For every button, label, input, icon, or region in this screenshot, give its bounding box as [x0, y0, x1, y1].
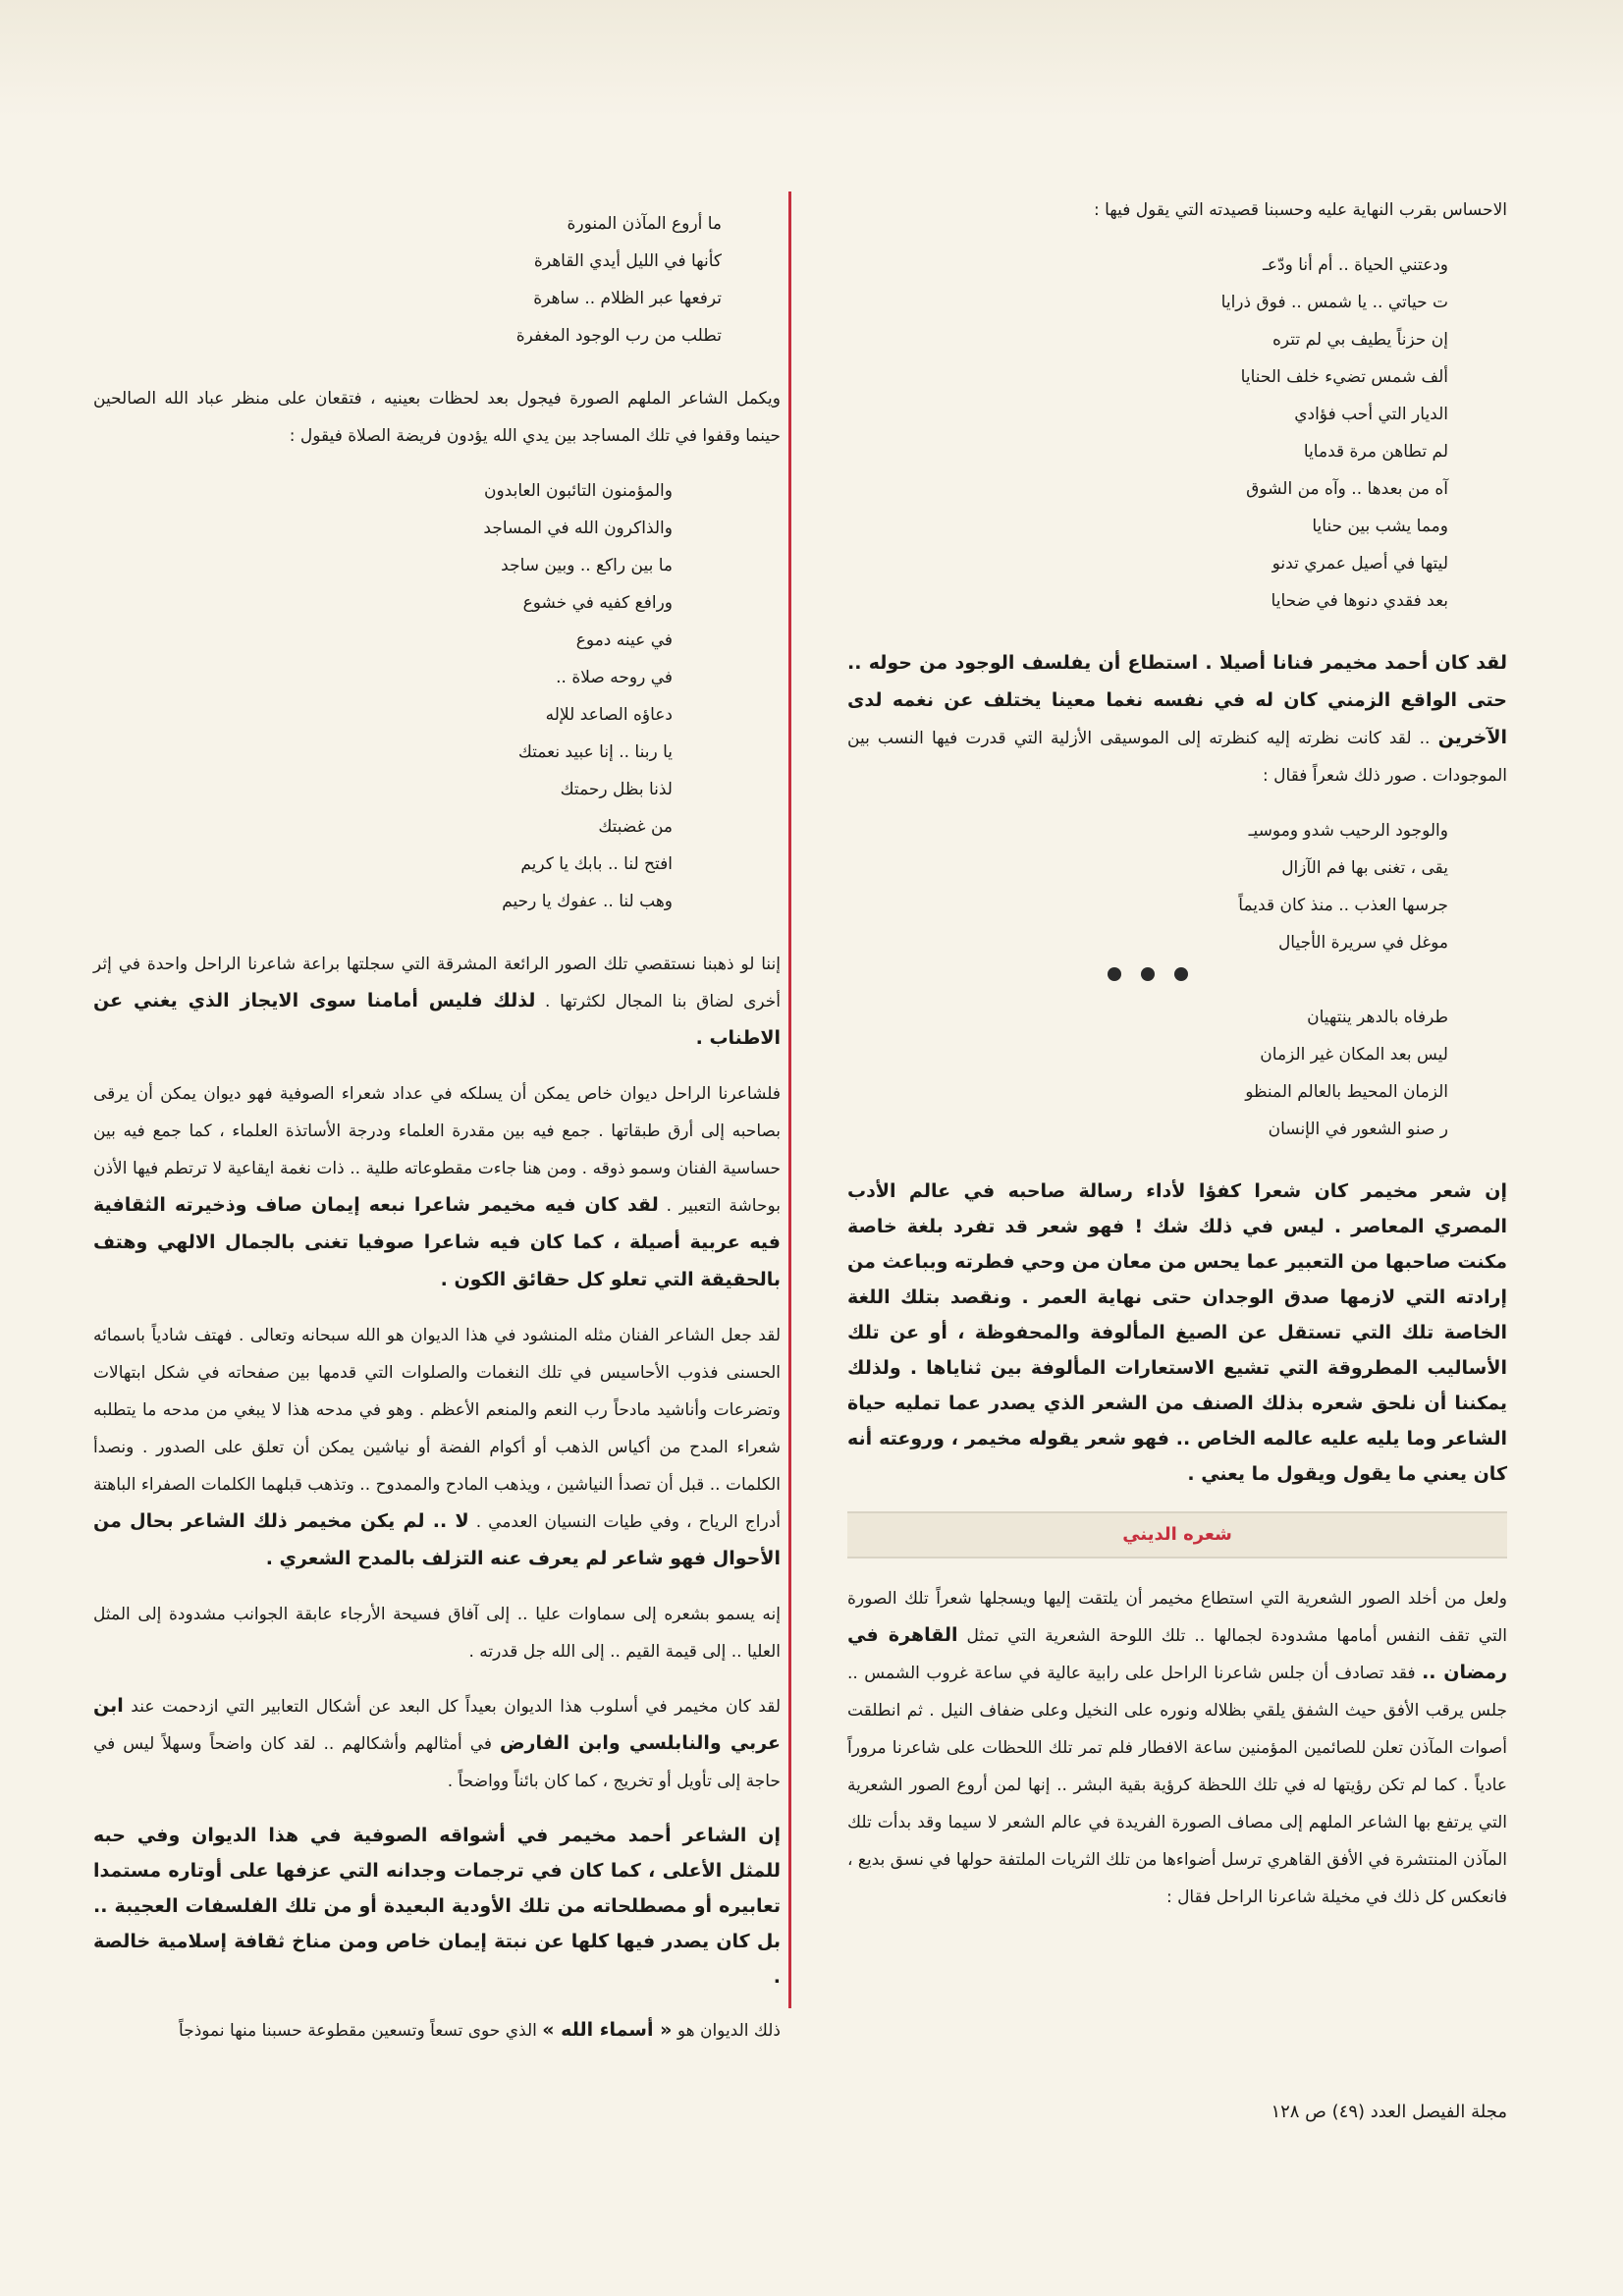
body-text: فقد تصادف أن جلس شاعرنا الراحل على رابية عالية في ساعة غروب الشمس .. جلس يرقب الأفق حيث الشفق يلقي بظلاله ونوره على النخيل وعلى ضفاف النيل . ثم انطلقت أصوات المآذن تعلن للصائمين المؤمنين ساعة الافطار فلم تمر تلك اللحظات على شاعرنا مروراً عادياً . كما لم تكن رؤيتها له في تلك اللحظة كرؤية بقية البشر .. إنها لمن أروع الصور الشعرية التي يرتفع بها الشاعر الملهم إلى مصاف الصورة الفريدة في عالم الشعر لا سيما وقد بدأت تلك المآذن المنتشرة في الأفق القاهري ترسل أضواءها من تلك الثريات الملتفة حولها في نسق بديع ، فانعكس كل ذلك في مخيلة شاعرنا الراحل فقال :: [847, 1664, 1507, 1907]
verse-line: تطلب من رب الوجود المغفرة: [515, 326, 722, 346]
bullet-dot: [1108, 967, 1121, 981]
verse-line: يقى ، تغنى بها فم الآزال: [1281, 858, 1448, 878]
poem-existence: [847, 812, 1507, 1148]
verse-line: كأنها في الليل أيدي القاهرة: [533, 251, 722, 271]
page-footer: مجلة الفيصل العدد (٤٩) ص ١٢٨: [1271, 2102, 1507, 2122]
verse-line: في عينه دموع: [575, 630, 673, 650]
verse-line: آه من بعدها .. وآه من الشوق: [1246, 479, 1448, 499]
poem-worshippers: [93, 472, 781, 920]
style-paragraph: [93, 1688, 781, 1800]
verse-line: والمؤمنون التائبون العابدون: [483, 481, 673, 501]
column-divider: [788, 191, 791, 2008]
emphasis-text: القاهرة في رمضان ..: [847, 1624, 1508, 1683]
body-text: في أمثالهم وأشكالهم .. لقد كان واضحاً وسهلاً ليس في حاجة إلى تأويل أو تخريج ، كما كان بائناً وواضحاً .: [93, 1734, 781, 1791]
scan-top-band: [0, 0, 1623, 118]
emphasis-text: لذلك فليس أمامنا سوى الايجاز الذي يغني عن الاطناب .: [93, 990, 781, 1049]
verse-line: ألف شمس تضيء خلف الحنايا: [1240, 367, 1448, 387]
verse-line: ومما يشب بين حنايا: [1312, 517, 1448, 536]
brevity-paragraph: [93, 946, 781, 1058]
verse-line: جرسها العذب .. منذ كان قديماً: [1238, 896, 1448, 915]
emphasis-text: ابن عربي والنابلسي وابن الفارض: [93, 1695, 781, 1754]
intro-paragraph: الاحساس بقرب النهاية عليه وحسبنا قصيدته التي يقول فيها :: [1093, 200, 1507, 220]
body-text: إننا لو ذهبنا نستقصي تلك الصور الرائعة المشرقة التي سجلتها براعة شاعرنا الراحل واحدة في إثر أخرى لضاق بنا المجال لكثرتها .: [93, 955, 782, 1011]
verse-line: موغل في سريرة الأجيال: [1277, 933, 1448, 953]
verse-line: لم تطاهن مرة قدمايا: [1303, 442, 1448, 462]
verse-line: ما أروع المآذن المنورة: [567, 214, 722, 234]
left-column: [93, 191, 781, 2067]
bullet-dot: [1141, 967, 1155, 981]
body-text: لقد جعل الشاعر الفنان مثله المنشود في هذا الديوان هو الله سبحانه وتعالى . فهتف شادياً باسمائه الحسنى فذوب الأحاسيس في تلك النغمات والصلوات التي قدمها بين صفحاته في شكل ابتهالات وتضرعات وأناشيد مادحاً رب النعم والمنعم الأعظم . وهو في مدحه هذا لا يبغي من مدحه ما يتطلبه شعراء المدح من أكياس الذهب أو أكوام الفضة أو نياشين يمكن أن تعلق على الصدور . ونصدأ الكلمات .. قبل أن تصدأ النياشين ، ويذهب المادح والممدوح .. وتذهب قبلهما الكلمات الصفراء الباهتة أدراج الرياح ، وفي طيات النسيان العدمي .: [93, 1326, 781, 1532]
verse-line: وهب لنا .. عفوك يا رحيم: [502, 892, 673, 911]
verse-line: ما بين راكع .. وبين ساجد: [501, 556, 673, 575]
names-of-god-paragraph: [93, 2012, 781, 2050]
ideals-paragraph: إنه يسمو بشعره إلى سماوات عليا .. إلى آفاق فسيحة الأرجاء عابقة الجوانب مشدودة إلى المثل العليا .. إلى قيمة القيم .. إلى الله جل قدرته .: [93, 1605, 781, 1662]
verse-line: الزمان المحيط بالعالم المنظو: [1245, 1082, 1448, 1102]
verse-line: ر صنو الشعور في الإنسان: [1268, 1120, 1448, 1139]
verse-line: والوجود الرحيب شدو وموسيـ: [1248, 821, 1448, 841]
emphasis-text: « أسماء الله »: [542, 2019, 673, 2041]
poem-farewell: [847, 246, 1507, 620]
body-text: ولعل من أخلد الصور الشعرية التي استطاع مخيمر أن يلتقت إليها ويسجلها شعراً تلك الصورة التي تقف النفس أمامها مشدودة لجمالها .. تلك اللوحة الشعرية التي تمثل: [847, 1589, 1507, 1646]
verse-line: ليتها في أصيل عمري تدنو: [1271, 554, 1448, 574]
emphasis-text: لا .. لم يكن مخيمر ذلك الشاعر بحال من الأحوال فهو شاعر لم يعرف عنه التزلف بالمدح الشعري .: [93, 1510, 781, 1569]
diwan-paragraph: [93, 1075, 781, 1299]
verse-line: دعاؤه الصاعد للإله: [545, 705, 673, 725]
body-text: الذي حوى تسعاً وتسعين مقطوعة حسبنا منها نموذجاً: [179, 2021, 537, 2041]
body-text: ذلك الديوان هو: [676, 2021, 781, 2041]
poem-minarets: [93, 205, 781, 355]
verse-line: الديار التي أحب فؤادي: [1294, 405, 1448, 424]
body-text: فلشاعرنا الراحل ديوان خاص يمكن أن يسلكه في عداد شعراء الصوفية فهو ديوان يمكن أن يرقى بصاحبه إلى أرق طبقاتها . جمع فيه بين مقدرة العلماء ودرجة الأساتذة العلماء ، كما جمع فيه بين حساسية الفنان وسمو ذوقه . ومن هنا جاءت مقطوعاته طلية .. ذات نغمة ايقاعية لا ترتطم فيها الأذن بوحاشة التعبير .: [93, 1084, 781, 1216]
praise-paragraph: [93, 1317, 781, 1578]
philosophy-paragraph: [847, 645, 1507, 794]
verse-line: ترفعها عبر الظلام .. ساهرة: [533, 289, 722, 308]
ramadan-paragraph: [847, 1580, 1507, 1916]
verse-line: والذاكرون الله في المساجد: [483, 519, 673, 538]
verse-line: من غضبتك: [598, 817, 673, 837]
verse-line: ورافع كفيه في خشوع: [522, 593, 673, 613]
verse-line: إن حزناً يطيف بي لم تتره: [1272, 330, 1448, 350]
sufi-paragraph: إن الشاعر أحمد مخيمر في أشواقه الصوفية في هذا الديوان وفي حبه للمثل الأعلى ، كما كان في ترجمات وجدانه التي عزفها على أوتاره مستمدا تعابيره أو مصطلحاته من تلك الأودية البعيدة أو من تلك الفلسفات العجيبة .. بل كان يصدر فيها كلها عن نبتة إيمان خاص ومن مناخ ثقافة إسلامية خالصة .: [93, 1825, 781, 1988]
section-title: شعره الديني: [1122, 1524, 1232, 1545]
verse-line: ت حياتي .. يا شمس .. فوق ذرايا: [1220, 293, 1448, 312]
verse-line: افتح لنا .. بابك يا كريم: [520, 854, 673, 874]
body-text: لقد كان مخيمر في أسلوب هذا الديوان بعيداً كل البعد عن أشكال التعابير التي ازدحمت عند: [131, 1697, 781, 1717]
verse-line: بعد فقدي دنوها في ضحايا: [1271, 591, 1448, 611]
right-column: [847, 191, 1507, 1934]
body-text: .. لقد كانت نظرته إليه كنظرته إلى الموسيقى الأزلية التي قدرت فيها النسب بين الموجودات . صور ذلك شعراً فقال :: [847, 729, 1507, 786]
stanza-separator: [847, 967, 1448, 981]
bullet-dot: [1174, 967, 1188, 981]
verse-line: يا ربنا .. إنا عبيد نعمتك: [517, 742, 673, 762]
verse-line: في روحه صلاة ..: [556, 668, 673, 687]
verse-line: لذنا بظل رحمتك: [560, 780, 673, 799]
verse-line: ودعتني الحياة .. أم أنا ودّعـ: [1262, 255, 1448, 275]
emphasis-text: لقد كان أحمد مخيمر فنانا أصيلا . استطاع أن يفلسف الوجود من حوله .. حتى الواقع الزمني كان له في نفسه نغما معينا يختلف عن نغمه لدى الآخرين: [847, 652, 1507, 748]
verse-line: طرفاه بالدهر ينتهيان: [1307, 1008, 1448, 1027]
section-heading: [847, 1511, 1507, 1558]
worshippers-paragraph: ويكمل الشاعر الملهم الصورة فيجول بعد لحظات بعينيه ، فتقعان على منظر عباد الله الصالحين حينما وقفوا في تلك المساجد بين يدي الله يؤدون فريضة الصلاة فيقول :: [93, 389, 781, 446]
emphasis-text: لقد كان فيه مخيمر شاعرا نبعه إيمان صاف وذخيرته الثقافية فيه عربية أصيلة ، كما كان فيه شاعرا صوفيا تغنى بالجمال الالهي وهتف بالحقيقة التي تعلو كل حقائق الكون .: [93, 1194, 781, 1290]
poetry-mission-paragraph: إن شعر مخيمر كان شعرا كفؤا لأداء رسالة صاحبه في عالم الأدب المصري المعاصر . ليس في ذلك شك ! فهو شعر قد تفرد بلغة خاصة مكنت صاحبها من التعبير عما يحس من معان من وحي فطرته وبباعث من إرادته التي لازمها صدق الوجدان حتى نهاية العمر . ونقصد بتلك اللغة الخاصة تلك التي تستقل عن الصيغ المألوفة والمحفوظة ، أو عن تلك الأساليب المطروقة التي تشيع الاستعارات المألوفة بين ثناياها . ولذلك يمكننا أن نلحق شعره بذلك الصنف من الشعر الذي يصدر عما تمليه حياة الشاعر وما يليه عليه عالمه الخاص .. فهو شعر يقوله مخيمر ، وروعته أنه كان يعني ما يقول ويقول ما يعني .: [847, 1180, 1507, 1485]
verse-line: ليس بعد المكان غير الزمان: [1260, 1045, 1448, 1065]
